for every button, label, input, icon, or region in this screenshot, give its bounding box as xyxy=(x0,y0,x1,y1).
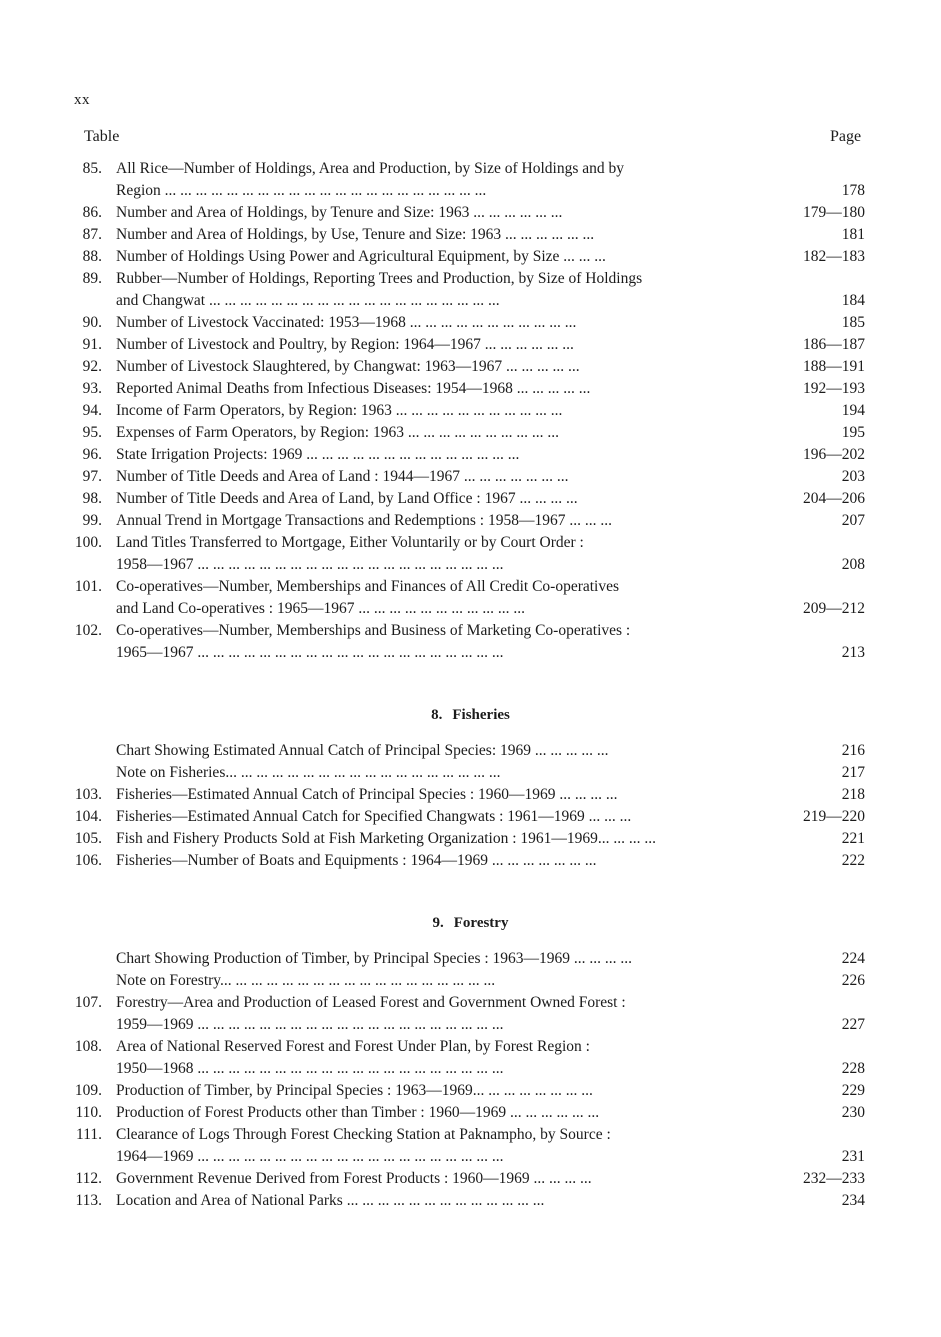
page-reference: 181 xyxy=(841,226,865,243)
toc-entry-line xyxy=(0,992,941,1014)
table-number: 95. xyxy=(82,424,102,441)
page-reference: 227 xyxy=(841,1016,865,1033)
entry-title: 1950—1968 ... ... ... ... ... ... ... ... ... ... ... ... ... ... ... ... ... ... ... ... xyxy=(116,1060,504,1077)
page-reference: 219—220 xyxy=(803,808,865,825)
toc-entry-line xyxy=(0,422,941,444)
table-number: 97. xyxy=(82,468,102,485)
table-number: 88. xyxy=(82,248,102,265)
entry-title: Expenses of Farm Operators, by Region: 1963 ... ... ... ... ... ... ... ... ... ... xyxy=(116,424,559,441)
toc-entry-line xyxy=(0,762,941,784)
page-reference: 178 xyxy=(841,182,865,199)
entry-title: Income of Farm Operators, by Region: 1963 ... ... ... ... ... ... ... ... ... ... ... xyxy=(116,402,563,419)
page-reference xyxy=(791,1124,865,1146)
table-number: 111. xyxy=(76,1126,102,1143)
entry-title: Chart Showing Estimated Annual Catch of Principal Species: 1969 ... ... ... ... ... xyxy=(116,742,609,759)
section-heading xyxy=(0,912,941,934)
page-number: xx xyxy=(74,92,90,108)
table-number: 103. xyxy=(74,786,102,803)
page-reference: 229 xyxy=(841,1082,865,1099)
toc-entry-line xyxy=(0,620,941,642)
toc-entry-line xyxy=(0,1058,941,1080)
table-number xyxy=(0,740,108,762)
entry-title: Number of Holdings Using Power and Agricultural Equipment, by Size ... ... ... xyxy=(116,248,606,265)
page-reference xyxy=(791,620,865,642)
page-reference: 226 xyxy=(841,972,865,989)
entry-title: Rubber—Number of Holdings, Reporting Trees and Production, by Size of Holdings xyxy=(116,270,643,287)
table-number: 86. xyxy=(82,204,102,221)
toc-entry-line xyxy=(0,554,941,576)
toc-entry-line xyxy=(0,532,941,554)
table-number: 89. xyxy=(82,270,102,287)
entry-title: Number and Area of Holdings, by Tenure and Size: 1963 ... ... ... ... ... ... xyxy=(116,204,563,221)
page-reference xyxy=(791,268,865,290)
table-number xyxy=(0,1014,108,1036)
page-reference: 182—183 xyxy=(803,248,865,265)
table-number: 98. xyxy=(82,490,102,507)
section-title: Fisheries xyxy=(452,707,510,723)
table-number xyxy=(0,762,108,784)
entry-title: Co-operatives—Number, Memberships and Business of Marketing Co-operatives : xyxy=(116,622,631,639)
table-number: 110. xyxy=(75,1104,102,1121)
table-number: 108. xyxy=(74,1038,102,1055)
page-reference: 188—191 xyxy=(803,358,865,375)
entry-title: Number of Livestock Slaughtered, by Changwat: 1963—1967 ... ... ... ... ... xyxy=(116,358,580,375)
page-reference: 218 xyxy=(841,786,865,803)
entry-title: 1965—1967 ... ... ... ... ... ... ... ... ... ... ... ... ... ... ... ... ... ... ... ... xyxy=(116,644,504,661)
toc-entry-line xyxy=(0,466,941,488)
section-title: Forestry xyxy=(453,915,509,931)
entry-title: Number of Livestock and Poultry, by Region: 1964—1967 ... ... ... ... ... ... xyxy=(116,336,574,353)
page-reference: 186—187 xyxy=(803,336,865,353)
entry-title: 1958—1967 ... ... ... ... ... ... ... ... ... ... ... ... ... ... ... ... ... ... ... ... xyxy=(116,556,504,573)
toc-entry-line xyxy=(0,158,941,180)
toc-entry-line xyxy=(0,740,941,762)
entry-title: Annual Trend in Mortgage Transactions and Redemptions : 1958—1967 ... ... ... xyxy=(116,512,612,529)
table-number: 105. xyxy=(74,830,102,847)
table-number: 94. xyxy=(82,402,102,419)
section-number: 9. xyxy=(432,915,444,931)
entry-title: 1959—1969 ... ... ... ... ... ... ... ... ... ... ... ... ... ... ... ... ... ... ... ... xyxy=(116,1016,504,1033)
table-number xyxy=(0,970,108,992)
toc-entry-line xyxy=(0,400,941,422)
page-reference: 195 xyxy=(841,424,865,441)
table-number: 100. xyxy=(74,534,102,551)
page-reference: 221 xyxy=(841,830,865,847)
section-number: 8. xyxy=(431,707,443,723)
page-reference: 216 xyxy=(841,742,865,759)
page-reference: 179—180 xyxy=(803,204,865,221)
page-reference: 231 xyxy=(841,1148,865,1165)
toc-entry-line xyxy=(0,290,941,312)
toc-entry-line xyxy=(0,224,941,246)
entry-title: 1964—1969 ... ... ... ... ... ... ... ... ... ... ... ... ... ... ... ... ... ... ... ... xyxy=(116,1148,504,1165)
toc-entry-line xyxy=(0,312,941,334)
entry-title: Number of Title Deeds and Area of Land, by Land Office : 1967 ... ... ... ... xyxy=(116,490,578,507)
toc-entry-line xyxy=(0,1168,941,1190)
table-number: 104. xyxy=(74,808,102,825)
entry-title: Reported Animal Deaths from Infectious Diseases: 1954—1968 ... ... ... ... ... xyxy=(116,380,591,397)
entry-title: Number and Area of Holdings, by Use, Tenure and Size: 1963 ... ... ... ... ... ... xyxy=(116,226,595,243)
table-number xyxy=(0,554,108,576)
entry-title: Production of Forest Products other than Timber : 1960—1969 ... ... ... ... ... ... xyxy=(116,1104,600,1121)
toc-entry-line xyxy=(0,576,941,598)
page-reference: 196—202 xyxy=(803,446,865,463)
section-heading xyxy=(0,704,941,726)
toc-entry-line xyxy=(0,1036,941,1058)
toc-entry-line xyxy=(0,784,941,806)
entry-title: Fisheries—Estimated Annual Catch of Principal Species : 1960—1969 ... ... ... ... xyxy=(116,786,618,803)
table-number xyxy=(0,290,108,312)
toc-entry-line xyxy=(0,806,941,828)
entry-title: Note on Forestry... ... ... ... ... ... ... ... ... ... ... ... ... ... ... ... ... ... xyxy=(116,972,496,989)
toc-entry-line xyxy=(0,948,941,970)
page-reference: 230 xyxy=(841,1104,865,1121)
table-number xyxy=(0,642,108,664)
entry-title: Land Titles Transferred to Mortgage, Either Voluntarily or by Court Order : xyxy=(116,534,584,551)
page-reference: 217 xyxy=(841,764,865,781)
toc-entry-line xyxy=(0,1146,941,1168)
toc-entry-line xyxy=(0,202,941,224)
toc-entry-line xyxy=(0,1102,941,1124)
table-number: 106. xyxy=(74,852,102,869)
table-number: 90. xyxy=(82,314,102,331)
page-reference xyxy=(791,1036,865,1058)
table-number xyxy=(0,1058,108,1080)
section-spacer xyxy=(0,872,941,912)
table-number xyxy=(0,1146,108,1168)
entry-title: Forestry—Area and Production of Leased Forest and Government Owned Forest : xyxy=(116,994,626,1011)
entry-title: Chart Showing Production of Timber, by Principal Species : 1963—1969 ... ... ... ... xyxy=(116,950,633,967)
table-number: 92. xyxy=(82,358,102,375)
entry-title: Fish and Fishery Products Sold at Fish Marketing Organization : 1961—1969... ... ... ... xyxy=(116,830,657,847)
toc-entry-line xyxy=(0,828,941,850)
toc-entry-line xyxy=(0,180,941,202)
table-number: 91. xyxy=(82,336,102,353)
page-reference: 204—206 xyxy=(803,490,865,507)
section-spacer xyxy=(0,934,941,948)
page-reference: 228 xyxy=(841,1060,865,1077)
entry-title: Note on Fisheries... ... ... ... ... ... ... ... ... ... ... ... ... ... ... ... ... ... xyxy=(116,764,501,781)
entry-title: Location and Area of National Parks ... ... ... ... ... ... ... ... ... ... ... ... ... xyxy=(116,1192,545,1209)
toc-entry-line xyxy=(0,268,941,290)
entry-title: and Changwat ... ... ... ... ... ... ... ... ... ... ... ... ... ... ... ... ... ... ... xyxy=(116,292,500,309)
toc-entry-line xyxy=(0,378,941,400)
page-reference xyxy=(791,992,865,1014)
entry-title: Clearance of Logs Through Forest Checking Station at Paknampho, by Source : xyxy=(116,1126,611,1143)
page-reference: 203 xyxy=(841,468,865,485)
table-number: 85. xyxy=(82,160,102,177)
table-number xyxy=(0,180,108,202)
entry-title: Fisheries—Estimated Annual Catch for Specified Changwats : 1961—1969 ... ... ... xyxy=(116,808,632,825)
page-reference: 209—212 xyxy=(803,600,865,617)
page-reference xyxy=(791,158,865,180)
toc-entry-line xyxy=(0,1080,941,1102)
table-number xyxy=(0,948,108,970)
toc-entry-line xyxy=(0,598,941,620)
entry-title: Production of Timber, by Principal Species : 1963—1969... ... ... ... ... ... ... ... xyxy=(116,1082,593,1099)
entry-title: State Irrigation Projects: 1969 ... ... ... ... ... ... ... ... ... ... ... ... ... ... xyxy=(116,446,520,463)
page-reference: 232—233 xyxy=(803,1170,865,1187)
entry-title: Government Revenue Derived from Forest Products : 1960—1969 ... ... ... ... xyxy=(116,1170,592,1187)
page-reference: 194 xyxy=(841,402,865,419)
page-reference: 222 xyxy=(841,852,865,869)
entry-title: Number of Livestock Vaccinated: 1953—1968 ... ... ... ... ... ... ... ... ... ... ... xyxy=(116,314,577,331)
toc-entry-line xyxy=(0,444,941,466)
page-reference xyxy=(791,576,865,598)
section-spacer xyxy=(0,726,941,740)
toc-entry-line xyxy=(0,970,941,992)
page-reference: 207 xyxy=(841,512,865,529)
page-reference: 224 xyxy=(841,950,865,967)
toc-entry-line xyxy=(0,642,941,664)
toc-entry-line xyxy=(0,1124,941,1146)
page-reference: 185 xyxy=(841,314,865,331)
toc-entry-line xyxy=(0,488,941,510)
toc-entry-line xyxy=(0,356,941,378)
table-number: 102. xyxy=(74,622,102,639)
page-reference: 184 xyxy=(841,292,865,309)
table-number: 101. xyxy=(74,578,102,595)
toc-entry-line xyxy=(0,1190,941,1212)
page-reference xyxy=(791,532,865,554)
entry-title: Number of Title Deeds and Area of Land : 1944—1967 ... ... ... ... ... ... ... xyxy=(116,468,569,485)
page-column-header: Page xyxy=(830,128,862,145)
entry-title: All Rice—Number of Holdings, Area and Production, by Size of Holdings and by xyxy=(116,160,624,177)
table-number: 107. xyxy=(74,994,102,1011)
toc-entry-line xyxy=(0,850,941,872)
table-number: 87. xyxy=(82,226,102,243)
toc-entry-line xyxy=(0,246,941,268)
table-number: 113. xyxy=(75,1192,102,1209)
page-reference: 192—193 xyxy=(803,380,865,397)
entry-title: Co-operatives—Number, Memberships and Finances of All Credit Co-operatives xyxy=(116,578,620,595)
table-column-header: Table xyxy=(84,128,120,145)
entry-title: and Land Co-operatives : 1965—1967 ... ... ... ... ... ... ... ... ... ... ... xyxy=(116,600,525,617)
table-number: 99. xyxy=(82,512,102,529)
entry-title: Region ... ... ... ... ... ... ... ... ... ... ... ... ... ... ... ... ... ... ... ... ... xyxy=(116,182,487,199)
table-number xyxy=(0,598,108,620)
toc-entry-line xyxy=(0,334,941,356)
toc-entry-line xyxy=(0,1014,941,1036)
table-of-contents-list xyxy=(0,158,941,1212)
table-number: 96. xyxy=(82,446,102,463)
entry-title: Area of National Reserved Forest and Forest Under Plan, by Forest Region : xyxy=(116,1038,590,1055)
page-reference: 208 xyxy=(841,556,865,573)
page-reference: 213 xyxy=(841,644,865,661)
entry-title: Fisheries—Number of Boats and Equipments : 1964—1969 ... ... ... ... ... ... ... xyxy=(116,852,597,869)
table-number: 93. xyxy=(82,380,102,397)
table-number: 112. xyxy=(75,1170,102,1187)
page-reference: 234 xyxy=(841,1192,865,1209)
table-number: 109. xyxy=(74,1082,102,1099)
section-spacer xyxy=(0,664,941,704)
toc-entry-line xyxy=(0,510,941,532)
